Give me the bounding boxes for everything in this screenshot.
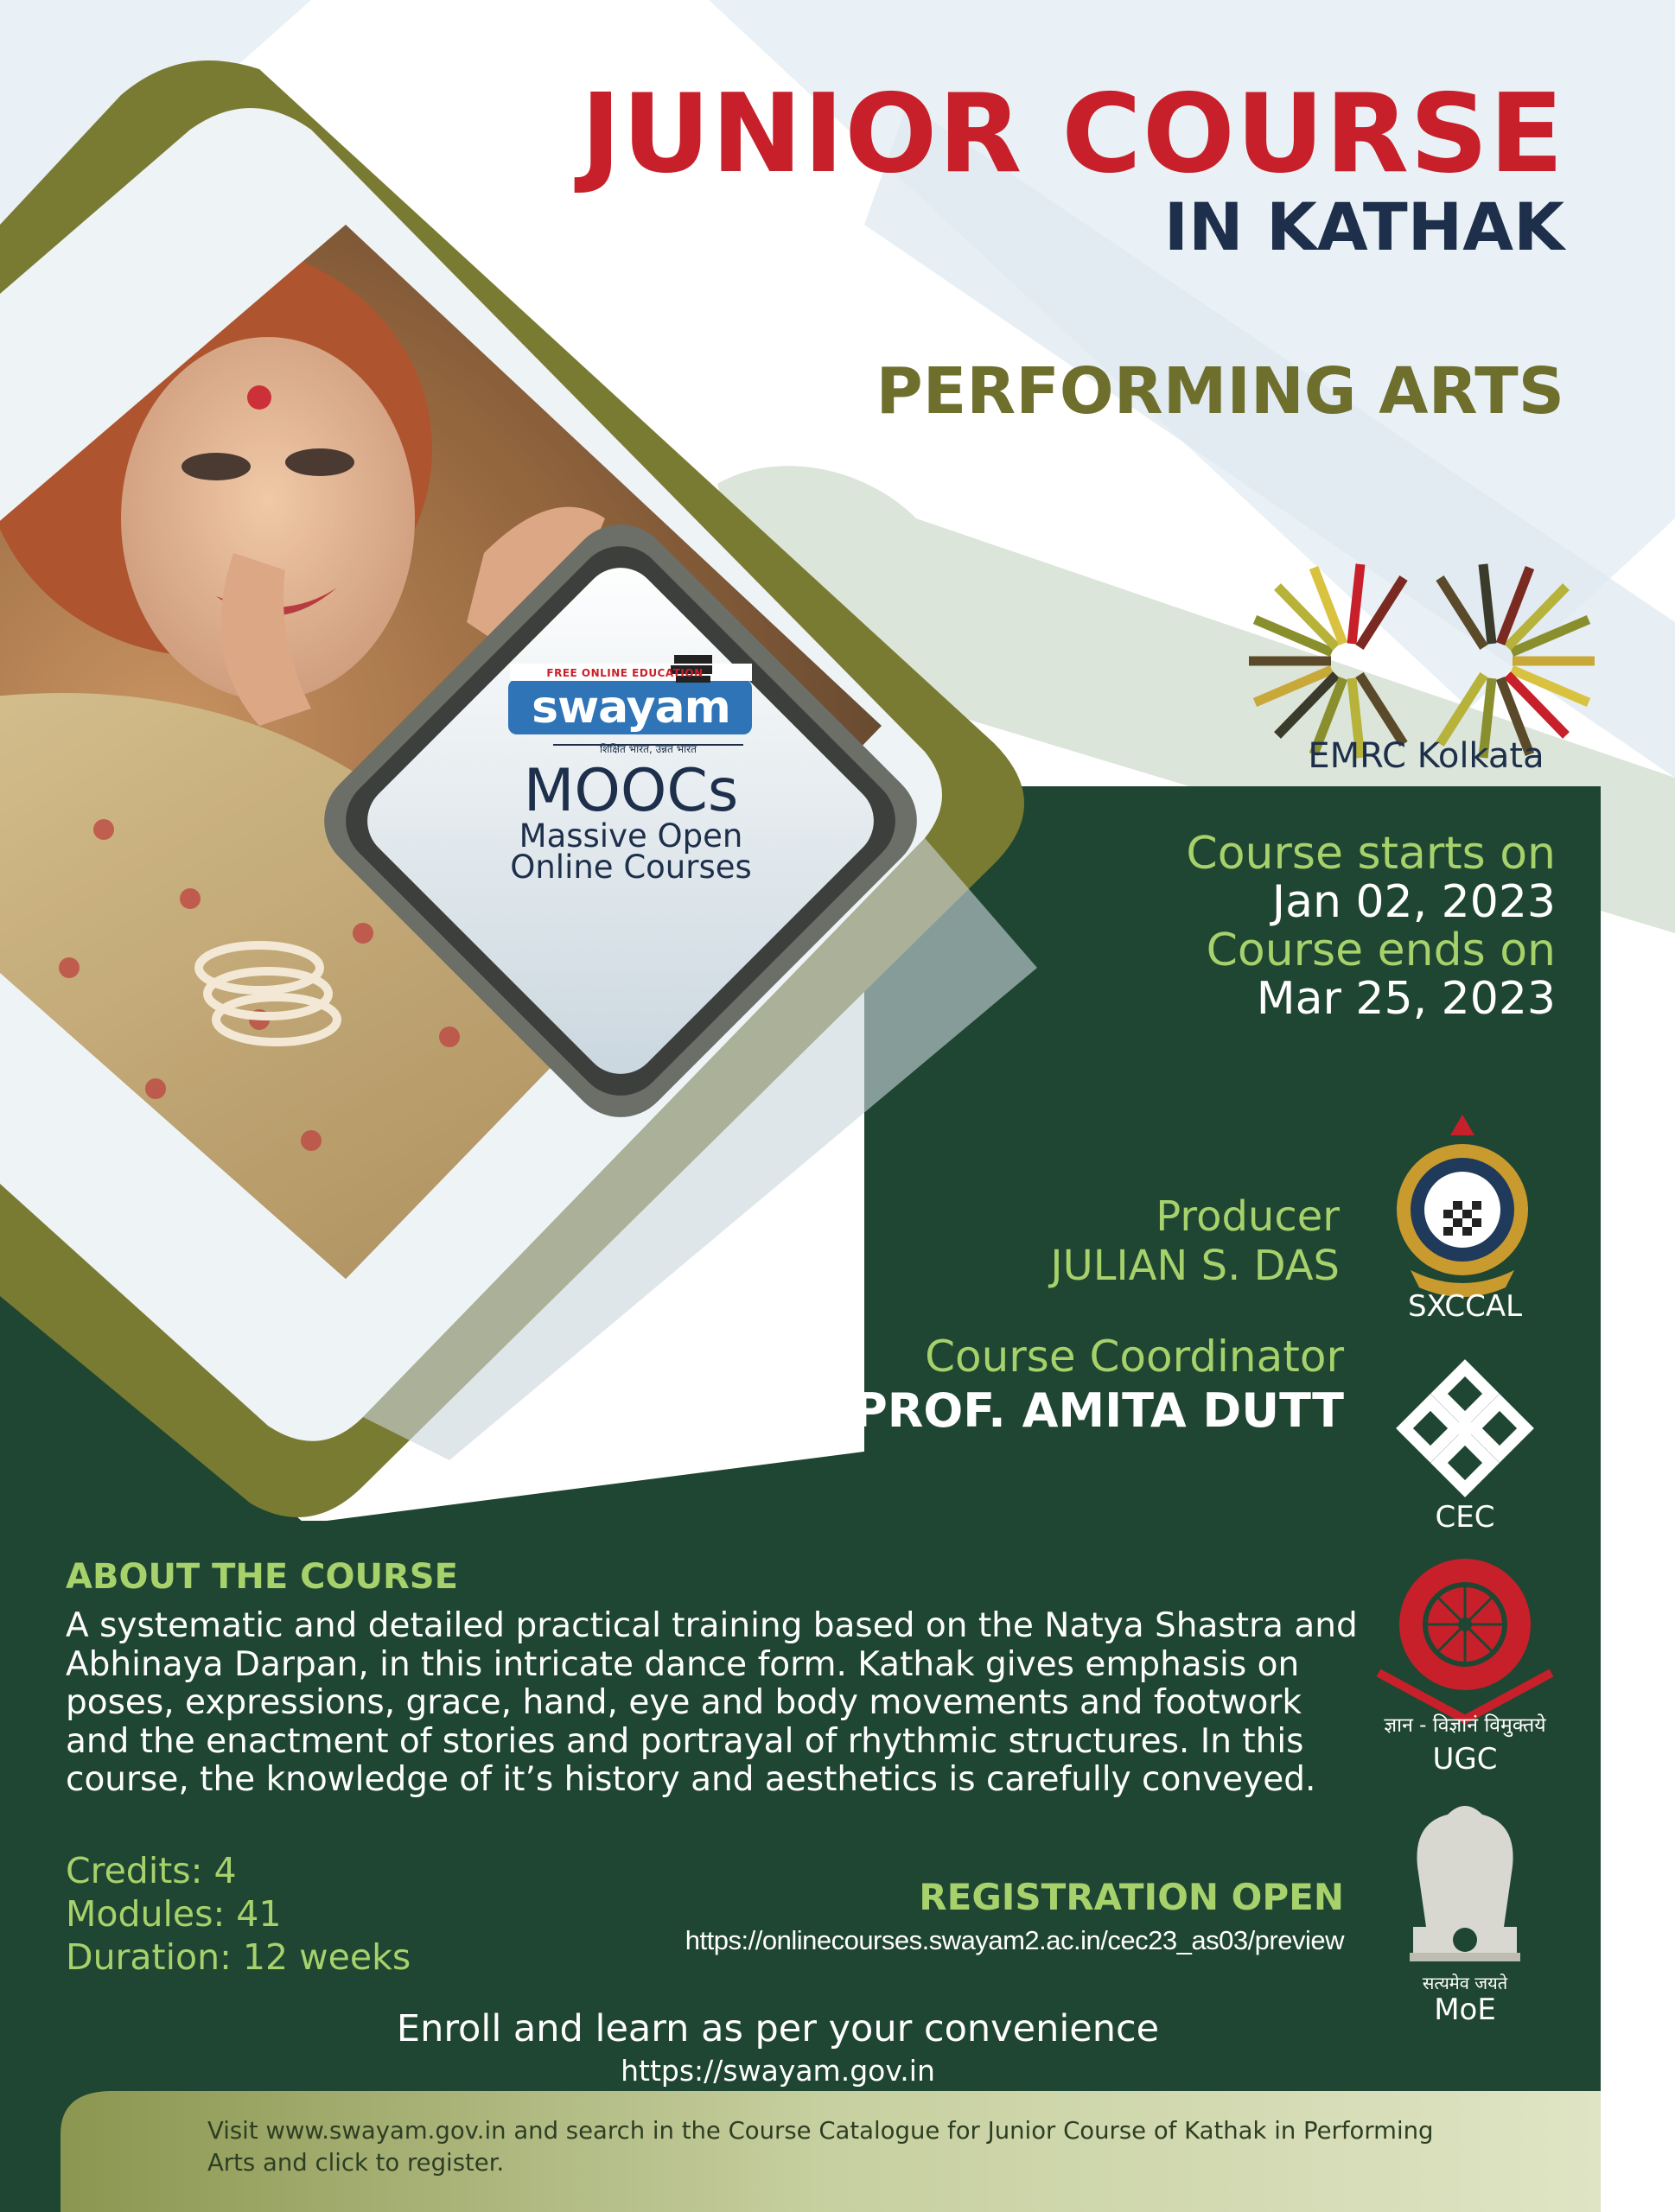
end-label: Course ends on [1206,925,1556,976]
start-label: Course starts on [1186,828,1556,880]
registration-heading: REGISTRATION OPEN [919,1876,1344,1918]
moe-label: MoE [1434,1993,1496,2027]
course-schedule [1089,830,1556,1023]
ashoka-emblem-icon [1410,1806,1520,1961]
cec-label: CEC [1435,1500,1495,1535]
about-heading: ABOUT THE COURSE [66,1557,458,1597]
course-title: JUNIOR COURSE [580,70,1564,197]
credits: Credits: 4 [66,1850,237,1891]
end-date: Mar 25, 2023 [1256,973,1556,1025]
start-date: Jan 02, 2023 [1271,876,1556,928]
swayam-logo-text: swayam [532,682,730,734]
course-subtitle: IN KATHAK [1163,188,1564,265]
course-category: PERFORMING ARTS [876,354,1564,429]
modules: Modules: 41 [66,1893,282,1935]
ugc-label: UGC [1432,1742,1498,1777]
about-text: A systematic and detailed practical training based on the Natya Shastra and Abhinaya Darpan, in this intricate dance form. Kathak gives emphasis on poses, expressions, grace, hand, eye and body movements and footwork and the enactment of stories and portrayal of rhythmic structures. In this course, the knowledge of it’s history and aesthetics is carefully conveyed. [66,1606,1358,1799]
footer-instructions: Visit www.swayam.gov.in and search in the Course Catalogue for Junior Course of Kathak in Performing Arts and click to register. [207,2117,1434,2177]
moe-motto: सत्यमेव जयते [1422,1973,1508,1993]
swayam-hindi-tagline: शिक्षित भारत, उन्नत भारत [600,743,697,755]
coordinator-name: PROF. AMITA DUTT [853,1383,1344,1438]
moocs-subtitle: Massive Open Online Courses [510,817,752,886]
sxccal-label: SXCCAL [1407,1289,1523,1324]
producer-name: JULIAN S. DAS [1050,1242,1340,1290]
swayam-link[interactable]: https://swayam.gov.in [621,2054,935,2088]
swayam-free-label: FREE ONLINE EDUCATION [546,667,704,679]
enroll-text: Enroll and learn as per your convenience [396,2007,1160,2050]
duration: Duration: 12 weeks [66,1936,411,1978]
producer-label: Producer [1156,1192,1340,1241]
coordinator-label: Course Coordinator [925,1332,1344,1382]
moocs-label: MOOCs [523,757,739,825]
course-stats [66,1849,411,1979]
emrc-label: EMRC Kolkata [1308,736,1544,776]
ugc-motto: ज्ञान - विज्ञानं विमुक्तये [1384,1714,1546,1737]
registration-link[interactable]: https://onlinecourses.swayam2.ac.in/cec23_as03/preview [685,1925,1344,1955]
